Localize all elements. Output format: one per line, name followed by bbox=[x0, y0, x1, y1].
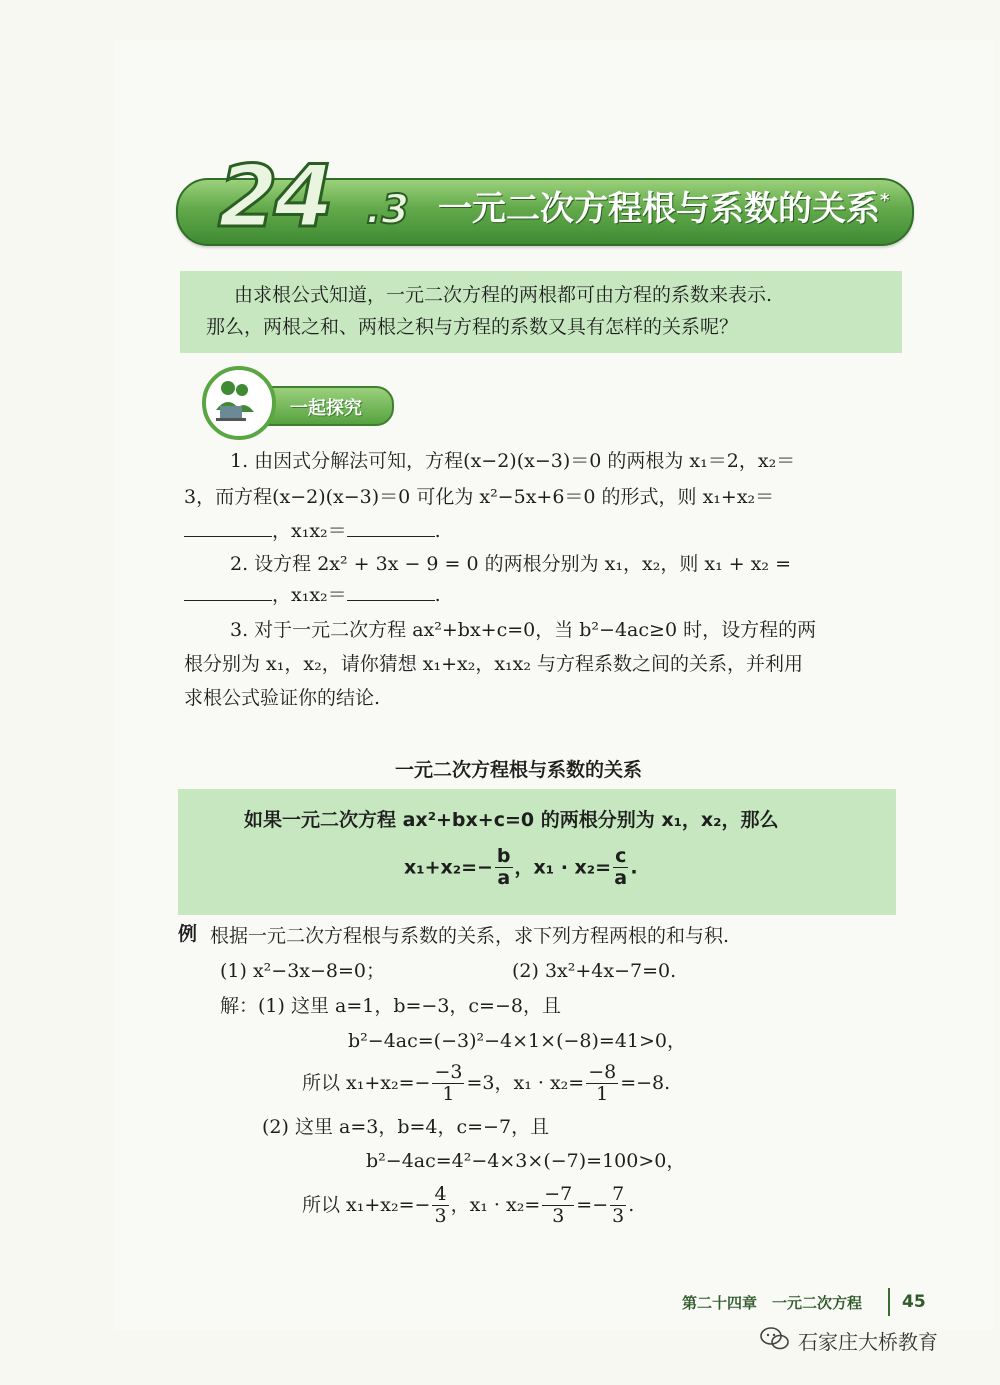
fraction bbox=[610, 1184, 626, 1228]
solution2-line3 bbox=[302, 1184, 634, 1228]
example-prompt: 根据一元二次方程根与系数的关系，求下列方程两根的和与积. bbox=[210, 925, 730, 947]
s2-product-left: ，x₁ · x₂= bbox=[450, 1193, 541, 1216]
chapter-footer: 第二十四章 一元二次方程 bbox=[682, 1294, 863, 1312]
frac-numerator: −7 bbox=[544, 1183, 573, 1205]
item2-line1: 2. 设方程 2x² + 3x − 9 = 0 的两根分别为 x₁，x₂，则 x₁ + x₂ = bbox=[230, 553, 792, 575]
theorem-heading: 一元二次方程根与系数的关系 bbox=[395, 759, 643, 781]
formula-end: . bbox=[630, 856, 638, 879]
watermark-text: 石家庄大桥教育 bbox=[798, 1330, 938, 1354]
solution1-line3 bbox=[302, 1062, 670, 1106]
frac-numerator: 4 bbox=[434, 1183, 447, 1205]
frac-denominator: 1 bbox=[442, 1082, 455, 1105]
example-q1: (1) x²−3x−8=0； bbox=[220, 960, 386, 982]
wechat-icon bbox=[760, 1326, 790, 1352]
fraction-c-over-a bbox=[613, 846, 628, 890]
frac-numerator: −8 bbox=[588, 1061, 617, 1083]
frac-denominator: 3 bbox=[552, 1204, 565, 1227]
section-title-text: 一元二次方程根与系数的关系 bbox=[438, 189, 880, 229]
s1-sum-left: 所以 x₁+x₂=− bbox=[302, 1071, 431, 1094]
frac-numerator: c bbox=[615, 845, 627, 867]
example-tag: 例 bbox=[178, 923, 198, 945]
s1-product-left: =3，x₁ · x₂= bbox=[466, 1071, 585, 1094]
fraction-b-over-a bbox=[495, 846, 513, 890]
item1-line3-end: . bbox=[434, 520, 441, 542]
frac-denominator: a bbox=[497, 866, 511, 889]
answer-blank bbox=[347, 522, 435, 537]
people-computer-icon bbox=[202, 366, 276, 440]
item1-line3 bbox=[184, 522, 441, 541]
item1-line3-mid: ，x₁x₂＝ bbox=[272, 520, 347, 542]
solution2-line2: b²−4ac=4²−4×3×(−7)=100>0， bbox=[366, 1150, 686, 1172]
theorem-formula bbox=[404, 846, 638, 890]
section-subnumber: .3 bbox=[366, 187, 410, 233]
footer-divider bbox=[888, 1288, 890, 1316]
item2-line2 bbox=[184, 586, 441, 605]
item2-line2-mid: ，x₁x₂＝ bbox=[272, 584, 347, 606]
item3-line2: 根分别为 x₁，x₂，请你猜想 x₁+x₂，x₁x₂ 与方程系数之间的关系，并利用 bbox=[184, 653, 804, 675]
s2-sum-left: 所以 x₁+x₂=− bbox=[302, 1193, 431, 1216]
item1-line1: 1. 由因式分解法可知，方程(x−2)(x−3)＝0 的两根为 x₁＝2，x₂＝ bbox=[230, 450, 796, 472]
explore-label: 一起探究 bbox=[290, 398, 362, 419]
s1-product-result: =−8. bbox=[620, 1071, 671, 1094]
s2-end: . bbox=[628, 1193, 635, 1216]
section-star: * bbox=[880, 190, 890, 211]
intro-line-2: 那么，两根之和、两根之积与方程的系数又具有怎样的关系呢？ bbox=[206, 316, 739, 338]
solution2-line1: (2) 这里 a=3，b=4，c=−7，且 bbox=[262, 1116, 550, 1138]
page-number: 45 bbox=[902, 1292, 926, 1312]
fraction bbox=[432, 1062, 464, 1106]
formula-mid: ，x₁ · x₂= bbox=[514, 856, 612, 879]
frac-numerator: 7 bbox=[612, 1183, 625, 1205]
example-q2: (2) 3x²+4x−7=0. bbox=[512, 960, 677, 982]
item1-line2: 3，而方程(x−2)(x−3)＝0 可化为 x²−5x+6＝0 的形式，则 x₁+x₂＝ bbox=[184, 486, 775, 508]
frac-denominator: 1 bbox=[596, 1082, 609, 1105]
fraction bbox=[586, 1062, 618, 1106]
answer-blank bbox=[347, 586, 435, 601]
solution1-line1: 解：(1) 这里 a=1，b=−3，c=−8，且 bbox=[220, 995, 561, 1017]
fraction bbox=[432, 1184, 448, 1228]
intro-line-1: 由求根公式知道，一元二次方程的两根都可由方程的系数来表示. bbox=[234, 284, 773, 306]
frac-denominator: 3 bbox=[434, 1204, 447, 1227]
s2-equals-neg: =− bbox=[576, 1193, 609, 1216]
item3-line3: 求根公式验证你的结论. bbox=[184, 687, 381, 709]
answer-blank bbox=[184, 586, 272, 601]
fraction bbox=[542, 1184, 574, 1228]
frac-denominator: a bbox=[614, 866, 628, 889]
item3-line1: 3. 对于一元二次方程 ax²+bx+c=0，当 b²−4ac≥0 时，设方程的两 bbox=[230, 619, 817, 641]
section-title bbox=[438, 189, 890, 229]
section-number: 24 bbox=[218, 147, 330, 247]
item2-line2-end: . bbox=[434, 584, 441, 606]
frac-numerator: −3 bbox=[434, 1061, 463, 1083]
answer-blank bbox=[184, 522, 272, 537]
frac-denominator: 3 bbox=[612, 1204, 625, 1227]
theorem-line1: 如果一元二次方程 ax²+bx+c=0 的两根分别为 x₁，x₂，那么 bbox=[244, 809, 779, 831]
frac-numerator: b bbox=[496, 845, 511, 867]
formula-sum-left: x₁+x₂=− bbox=[404, 856, 493, 879]
solution1-line2: b²−4ac=(−3)²−4×1×(−8)=41>0， bbox=[348, 1030, 687, 1052]
